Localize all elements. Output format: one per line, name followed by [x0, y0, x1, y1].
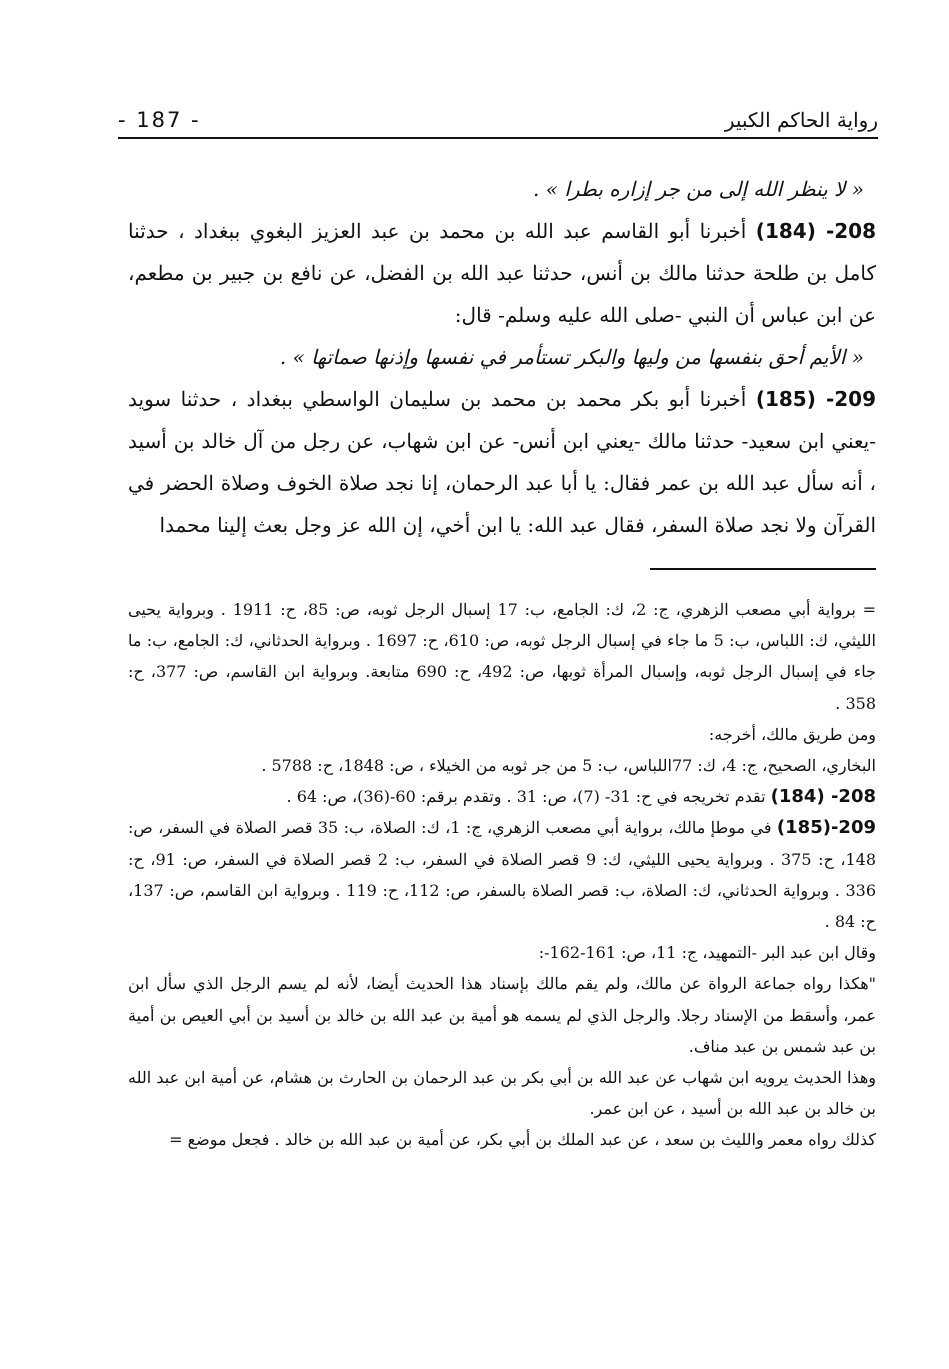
- hadith-208: [128, 210, 876, 336]
- footnote-text-208: تقدم تخريجه في ح: 31- (7)، ص: 31 . وتقدم برقم: 60-(36)، ص: 64 .: [286, 787, 771, 807]
- footnote-number-208: 208- (184): [770, 786, 876, 808]
- page-header: [118, 92, 878, 132]
- footnote-209: [128, 812, 876, 937]
- footnote-text-209: في موطإ مالك، برواية أبي مصعب الزهري، ج: 1، ك: الصلاة، ب: 35 قصر الصلاة في السفر، ص: 148، ح: 375 . وبرواية يحيى الليثي، ك: 9 قصر الصلاة في السفر، ب: 2 قصر الصلاة في السفر، ص: 91، ح: 336 . وبرواية الحدثاني، ك: الصلاة، ب: قصر الصلاة بالسفر، ص: 112، ح: 119 . وبرواية ابن القاسم، ص: 137، ح: 84 .: [128, 818, 877, 932]
- page-number: - 187 -: [118, 108, 201, 132]
- footnote-continuation: = برواية أبي مصعب الزهري، ج: 2، ك: الجامع، ب: 17 إسبال الرجل ثوبه، ص: 85، ح: 1911 . وبرواية يحيى الليثي، ك: اللباس، ب: 5 ما جاء في إسبال الرجل ثوبه، ص: 610، ح: 1697 . وبرواية الحدثاني، ك: الجامع، ب: ما جاء في إسبال الرجل ثوبه، وإسبال المرأة ثوبها، ص: 492، ح: 690 متابعة. وبرواية ابن القاسم، ص: 377، ح: 358 .: [128, 600, 877, 713]
- hadith-text-209: أخبرنا أبو بكر محمد بن محمد بن سليمان الواسطي ببغداد ، حدثنا سويد -يعني ابن سعيد- حدثنا مالك -يعني ابن أنس- عن ابن شهاب، عن رجل من آل خالد بن أسيد ، أنه سأل عبد الله بن عمر فقال: يا أبا عبد الرحمان، إنا نجد صلاة الخوف وصلاة الحضر في القرآن ولا نجد صلاة السفر، فقال عبد الله: يا ابن أخي، إن الله عز وجل بعث إلينا محمدا: [128, 387, 876, 537]
- footnote-line: كذلك رواه معمر والليث بن سعد ، عن عبد الملك بن أبي بكر، عن أمية بن عبد الله بن خالد . فجعل موضع =: [169, 1130, 876, 1150]
- footnote-line: وقال ابن عبد البر -التمهيد، ج: 11، ص: 161-162-:: [538, 943, 876, 963]
- footnote-number-209: 209-(185): [776, 817, 876, 839]
- hadith-209: [128, 378, 876, 546]
- header-rule: [118, 137, 878, 139]
- footnote-line: "هكذا رواه جماعة الرواة عن مالك، ولم يقم مالك بإسناد هذا الحديث أيضا، لأنه لم يسم الرجل الذي سأل ابن عمر، وأسقط من الإسناد رجلا. والرجل الذي لم يسمه هو أمية بن عبد الله بن خالد بن أسيد بن أبي العيص بن أمية بن عبد شمس بن عبد مناف.: [128, 974, 876, 1056]
- main-text: [128, 168, 876, 546]
- hadith-quote-2: « الأيم أحق بنفسها من وليها والبكر تستأمر في نفسها وإذنها صماتها » .: [279, 345, 864, 369]
- hadith-number-209: 209- (185): [755, 387, 877, 411]
- footnote-208: [128, 781, 876, 812]
- footnote-rule: [650, 568, 876, 570]
- footnotes: [128, 594, 876, 1156]
- hadith-text-208: أخبرنا أبو القاسم عبد الله بن محمد بن عبد العزيز البغوي ببغداد ، حدثنا كامل بن طلحة حدثنا مالك بن أنس، حدثنا عبد الله بن الفضل، عن نافع بن جبير بن مطعم، عن ابن عباس أن النبي -صلى الله عليه وسلم- قال:: [128, 219, 876, 327]
- footnote-line: البخاري، الصحيح، ج: 4، ك: 77اللباس، ب: 5 من جر ثوبه من الخيلاء ، ص: 1848، ح: 5788 .: [261, 756, 876, 776]
- hadith-number-208: 208- (184): [755, 219, 876, 243]
- footnote-line: وهذا الحديث يرويه ابن شهاب عن عبد الله بن أبي بكر بن عبد الرحمان بن الحارث بن هشام، عن أمية ابن عبد الله بن خالد بن عبد الله بن أسيد ، عن ابن عمر.: [128, 1068, 877, 1119]
- footnote-line: ومن طريق مالك، أخرجه:: [708, 724, 876, 744]
- running-title: رواية الحاكم الكبير: [724, 108, 878, 132]
- hadith-quote-1: « لا ينظر الله إلى من جر إزاره بطرا » .: [533, 177, 864, 201]
